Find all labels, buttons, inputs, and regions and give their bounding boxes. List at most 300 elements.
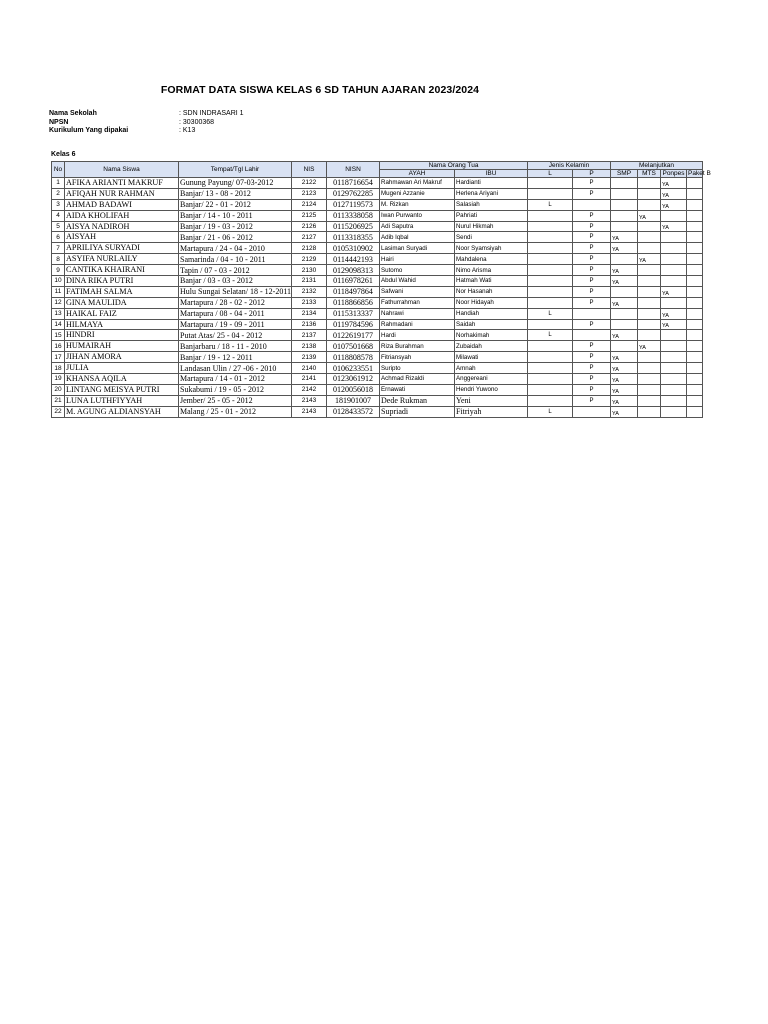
cell-nama: AHMAD BADAWI: [65, 199, 179, 210]
cell-nisn: 0118808578: [327, 352, 380, 363]
cell-l: [528, 243, 573, 254]
cell-ttl: Banjarbaru / 18 - 11 - 2010: [179, 341, 292, 352]
cell-nisn: 0118497864: [327, 286, 380, 297]
cell-nama: LUNA LUTHFIYYAH: [65, 395, 179, 406]
cell-l: [528, 265, 573, 276]
cell-l: [528, 363, 573, 374]
cell-paket: [687, 199, 703, 210]
cell-ayah: Hardi: [380, 330, 455, 341]
cell-nis: 2133: [292, 297, 327, 308]
cell-ttl: Banjar / 19 - 12 - 2011: [179, 352, 292, 363]
cell-ibu: Milawati: [455, 352, 528, 363]
cell-smp: [611, 286, 638, 297]
cell-ibu: Noor Syamsiyah: [455, 243, 528, 254]
cell-l: [528, 395, 573, 406]
table-row: [52, 188, 703, 199]
cell-ibu: Nurul Hikmah: [455, 221, 528, 232]
page-title: FORMAT DATA SISWA KELAS 6 SD TAHUN AJARAN 2023/2024: [160, 84, 480, 96]
header-jk: Jenis Kelamin: [528, 162, 611, 170]
school-info-values: [179, 110, 244, 136]
header-smp: SMP: [611, 170, 638, 178]
table-row: [52, 178, 703, 189]
cell-l: [528, 341, 573, 352]
cell-ttl: Hulu Sungai Selatan/ 18 - 12-2011: [180, 287, 292, 297]
table-row: [52, 374, 703, 385]
cell-no: 22: [52, 406, 65, 417]
cell-no: 2: [52, 188, 65, 199]
cell-smp: [611, 210, 638, 221]
cell-nisn: 0116978261: [327, 276, 380, 287]
cell-smp: [611, 188, 638, 199]
table-row: [52, 363, 703, 374]
cell-paket: [687, 188, 703, 199]
table-row: [52, 243, 703, 254]
header-p: P: [573, 170, 611, 178]
cell-ponpes: [661, 210, 687, 221]
cell-ayah: Rahmawan Ari Makruf: [380, 178, 455, 189]
cell-smp: [611, 254, 638, 265]
cell-paket: [687, 319, 703, 330]
cell-ayah: Fitriansyah: [380, 352, 455, 363]
cell-nisn: 0129098313: [327, 265, 380, 276]
cell-l: [528, 352, 573, 363]
cell-p: P: [573, 265, 611, 276]
cell-no: 8: [52, 254, 65, 265]
cell-mts: [638, 319, 661, 330]
cell-ponpes: [661, 265, 687, 276]
cell-ponpes: [661, 374, 687, 385]
cell-p: P: [573, 319, 611, 330]
cell-smp: YA: [611, 265, 638, 276]
cell-ttl: Martapura / 08 - 04 - 2011: [179, 308, 292, 319]
cell-paket: [687, 265, 703, 276]
table-row: [52, 395, 703, 406]
cell-nama: AFIKA ARIANTI MAKRUF: [65, 178, 179, 189]
cell-ponpes: YA: [661, 188, 687, 199]
cell-no: 1: [52, 178, 65, 189]
cell-ponpes: [661, 406, 687, 417]
cell-no: 13: [52, 308, 65, 319]
cell-ibu: Anggereani: [455, 374, 528, 385]
cell-smp: YA: [611, 363, 638, 374]
cell-paket: [687, 210, 703, 221]
cell-nama: GINA MAULIDA: [65, 297, 179, 308]
cell-nis: 2126: [292, 221, 327, 232]
cell-smp: [611, 319, 638, 330]
cell-l: [528, 286, 573, 297]
cell-nis: 2142: [292, 384, 327, 395]
cell-ponpes: YA: [661, 308, 687, 319]
cell-nisn: 0113318355: [327, 232, 380, 243]
cell-no: 3: [52, 199, 65, 210]
cell-smp: YA: [611, 276, 638, 287]
cell-ayah: Ernawati: [380, 384, 455, 395]
cell-ttl: Sukabumi / 19 - 05 - 2012: [179, 384, 292, 395]
cell-mts: [638, 374, 661, 385]
cell-ayah: Suripto: [380, 363, 455, 374]
cell-no: 12: [52, 297, 65, 308]
cell-l: L: [528, 406, 573, 417]
cell-ibu: Fitriyah: [455, 406, 528, 417]
cell-no: 18: [52, 363, 65, 374]
cell-smp: YA: [611, 243, 638, 254]
cell-nis: 2134: [292, 308, 327, 319]
cell-ponpes: YA: [661, 221, 687, 232]
school-name-label: Nama Sekolah: [49, 110, 97, 117]
cell-l: [528, 210, 573, 221]
student-table: [51, 161, 711, 418]
cell-ponpes: [661, 384, 687, 395]
cell-l: [528, 254, 573, 265]
cell-smp: YA: [611, 297, 638, 308]
cell-nama: CANTIKA KHAIRANI: [65, 265, 179, 276]
cell-l: [528, 297, 573, 308]
cell-nama: M. AGUNG ALDIANSYAH: [65, 406, 179, 417]
cell-mts: [638, 395, 661, 406]
cell-nis: 2125: [292, 210, 327, 221]
cell-nisn: 0106233551: [327, 363, 380, 374]
cell-nisn: 0129762285: [327, 188, 380, 199]
cell-ttl: Martapura / 19 - 09 - 2011: [179, 319, 292, 330]
cell-ayah: Adi Saputra: [380, 221, 455, 232]
cell-p: P: [573, 232, 611, 243]
cell-ayah: Fathurrahman: [380, 297, 455, 308]
cell-paket: [687, 374, 703, 385]
cell-ayah: Nahrawi: [380, 308, 455, 319]
cell-mts: [638, 243, 661, 254]
header-ponpes: Ponpes: [662, 170, 685, 177]
cell-paket: [687, 330, 703, 341]
cell-paket: [687, 308, 703, 319]
table-row: [52, 286, 703, 297]
cell-ttl: Banjar / 14 - 10 - 2011: [179, 210, 292, 221]
cell-smp: YA: [611, 232, 638, 243]
cell-p: P: [573, 395, 611, 406]
table-header: [52, 162, 711, 178]
cell-no: 7: [52, 243, 65, 254]
cell-ttl: Gunung Payung/ 07-03-2012: [179, 178, 292, 189]
cell-mts: [638, 384, 661, 395]
cell-no: 21: [52, 395, 65, 406]
cell-nis: 2128: [292, 243, 327, 254]
cell-nis: 2137: [292, 330, 327, 341]
cell-no: 14: [52, 319, 65, 330]
header-lanjut: Melanjutkan: [611, 162, 703, 170]
cell-ayah: Abdul Wahid: [380, 276, 455, 287]
cell-paket: [687, 363, 703, 374]
header-nama: Nama Siswa: [65, 162, 179, 178]
cell-no: 9: [52, 265, 65, 276]
table-row: [52, 308, 703, 319]
cell-p: P: [573, 210, 611, 221]
cell-ttl: Putat Atas/ 25 - 04 - 2012: [179, 330, 292, 341]
cell-nisn: 0127119573: [327, 199, 380, 210]
cell-no: 16: [52, 341, 65, 352]
cell-nis: 2129: [292, 254, 327, 265]
cell-ponpes: [661, 254, 687, 265]
cell-mts: [638, 221, 661, 232]
cell-ibu: Nor Hasanah: [455, 286, 528, 297]
cell-ayah: M. Rizkan: [380, 199, 455, 210]
cell-nis: 2140: [292, 363, 327, 374]
cell-no: 4: [52, 210, 65, 221]
cell-nama: APRILIYA SURYADI: [65, 243, 179, 254]
cell-nisn: 181901007: [327, 395, 380, 406]
cell-nis: 2127: [292, 232, 327, 243]
cell-smp: YA: [611, 395, 638, 406]
cell-l: [528, 221, 573, 232]
cell-nisn: 0113338058: [327, 210, 380, 221]
table-row: [52, 254, 703, 265]
cell-ibu: Mahdalena: [455, 254, 528, 265]
cell-l: [528, 319, 573, 330]
cell-p: P: [573, 286, 611, 297]
cell-nama: HAIKAL FAIZ: [65, 308, 179, 319]
cell-ponpes: YA: [661, 319, 687, 330]
table-row: [52, 384, 703, 395]
cell-paket: [687, 243, 703, 254]
cell-l: [528, 232, 573, 243]
cell-ttl: Banjar / 19 - 03 - 2012: [179, 221, 292, 232]
table-row: [52, 352, 703, 363]
cell-smp: YA: [611, 330, 638, 341]
table-row: [52, 221, 703, 232]
header-mts: MTS: [638, 170, 661, 178]
cell-no: 17: [52, 352, 65, 363]
cell-p: [573, 406, 611, 417]
header-nisn: NISN: [327, 162, 380, 178]
cell-nisn: 0114442193: [327, 254, 380, 265]
cell-nisn: 0118716654: [327, 178, 380, 189]
cell-ponpes: [661, 352, 687, 363]
cell-mts: [638, 276, 661, 287]
cell-nama: JULIA: [65, 363, 179, 374]
header-paket: Paket B: [688, 170, 711, 177]
cell-mts: [638, 265, 661, 276]
table-row: [52, 297, 703, 308]
cell-ibu: Saidah: [455, 319, 528, 330]
cell-smp: YA: [611, 384, 638, 395]
cell-ibu: Hardianti: [455, 178, 528, 189]
table-body-page-1: [52, 178, 703, 418]
cell-smp: [611, 221, 638, 232]
cell-nama: KHANSA AQILA: [65, 374, 179, 385]
class-label: Kelas 6: [51, 151, 76, 158]
cell-nama: HILMAYA: [65, 319, 179, 330]
cell-ibu: Handiah: [455, 308, 528, 319]
cell-paket: [687, 276, 703, 287]
cell-paket: [687, 221, 703, 232]
cell-nisn: 0118866856: [327, 297, 380, 308]
cell-nama: LINTANG MEISYA PUTRI: [65, 384, 179, 395]
cell-ttl: Martapura / 28 - 02 - 2012: [179, 297, 292, 308]
cell-ayah: Supriadi: [380, 406, 455, 417]
cell-no: 11: [52, 286, 65, 297]
header-ibu: IBU: [455, 170, 528, 178]
cell-no: 15: [52, 330, 65, 341]
cell-l: L: [528, 199, 573, 210]
cell-p: P: [573, 178, 611, 189]
header-l: L: [528, 170, 573, 178]
table-row: [52, 210, 703, 221]
cell-nisn: 0123061912: [327, 374, 380, 385]
cell-ibu: Sendi: [455, 232, 528, 243]
cell-ponpes: YA: [661, 199, 687, 210]
cell-mts: [638, 330, 661, 341]
cell-mts: YA: [638, 341, 661, 352]
cell-nama: JIHAN AMORA: [65, 352, 179, 363]
cell-paket: [687, 297, 703, 308]
cell-p: P: [573, 341, 611, 352]
cell-p: P: [573, 352, 611, 363]
cell-p: P: [573, 221, 611, 232]
cell-mts: [638, 188, 661, 199]
cell-nisn: 0105310902: [327, 243, 380, 254]
cell-p: [573, 330, 611, 341]
cell-ponpes: [661, 232, 687, 243]
cell-ibu: Salasiah: [455, 199, 528, 210]
cell-ttl: Martapura / 24 - 04 - 2010: [179, 243, 292, 254]
cell-smp: [611, 178, 638, 189]
cell-nis: 2130: [292, 265, 327, 276]
cell-nis: 2131: [292, 276, 327, 287]
cell-p: P: [573, 243, 611, 254]
table-row: [52, 276, 703, 287]
cell-mts: [638, 406, 661, 417]
cell-mts: [638, 297, 661, 308]
cell-ayah: Safwani: [380, 286, 455, 297]
cell-paket: [687, 341, 703, 352]
cell-ayah: Mugeni Azzanie: [380, 188, 455, 199]
cell-ponpes: [661, 341, 687, 352]
cell-p: P: [573, 297, 611, 308]
cell-nis: 2138: [292, 341, 327, 352]
cell-nis: 2139: [292, 352, 327, 363]
cell-ayah: Iwan Purwanto: [380, 210, 455, 221]
cell-ayah: Rahmadani: [380, 319, 455, 330]
cell-paket: [687, 232, 703, 243]
cell-mts: [638, 363, 661, 374]
school-name-value: : SDN INDRASARI 1: [179, 110, 244, 117]
table-row: [52, 319, 703, 330]
cell-nisn: 0107501668: [327, 341, 380, 352]
cell-ibu: Pahriati: [455, 210, 528, 221]
table-row: [52, 406, 703, 417]
cell-smp: YA: [611, 374, 638, 385]
cell-ponpes: YA: [661, 178, 687, 189]
cell-mts: [638, 286, 661, 297]
cell-l: [528, 188, 573, 199]
cell-mts: [638, 178, 661, 189]
cell-ayah: Achmad Rizaldi: [380, 374, 455, 385]
cell-ponpes: [661, 243, 687, 254]
cell-l: L: [528, 308, 573, 319]
cell-nisn: 0128433572: [327, 406, 380, 417]
cell-ttl: Samarinda / 04 - 10 - 2011: [179, 254, 292, 265]
cell-nisn: 0115313337: [327, 308, 380, 319]
cell-ponpes: [661, 276, 687, 287]
cell-no: 6: [52, 232, 65, 243]
cell-nisn: 0115206925: [327, 221, 380, 232]
cell-nis: 2123: [292, 188, 327, 199]
header-ortu: Nama Orang Tua: [380, 162, 528, 170]
cell-ttl: Martapura / 14 - 01 - 2012: [179, 374, 292, 385]
cell-ibu: Noor Hidayah: [455, 297, 528, 308]
header-ttl: Tempat/Tgl Lahir: [179, 162, 292, 178]
table-row: [52, 199, 703, 210]
cell-mts: YA: [638, 254, 661, 265]
cell-paket: [687, 178, 703, 189]
cell-nama: HUMAIRAH: [65, 341, 179, 352]
cell-l: [528, 374, 573, 385]
cell-nama: FATIMAH SALMA: [65, 286, 179, 297]
cell-nis: 2141: [292, 374, 327, 385]
cell-smp: [611, 341, 638, 352]
cell-ttl: Landasan Ulin / 27 -06 - 2010: [179, 363, 292, 374]
cell-ibu: Yeni: [455, 395, 528, 406]
cell-paket: [687, 406, 703, 417]
cell-no: 19: [52, 374, 65, 385]
cell-paket: [687, 395, 703, 406]
cell-p: P: [573, 254, 611, 265]
cell-ttl: Tapin / 07 - 03 - 2012: [179, 265, 292, 276]
table-row: [52, 330, 703, 341]
cell-ayah: Riza Burahman: [380, 341, 455, 352]
npsn-value: : 30300368: [179, 118, 215, 126]
cell-l: [528, 276, 573, 287]
cell-nama: AISYAH: [65, 232, 179, 243]
cell-nama: HINDRI: [65, 330, 179, 341]
cell-mts: [638, 232, 661, 243]
cell-ttl: Banjar/ 22 - 01 - 2012: [179, 199, 292, 210]
cell-p: P: [573, 276, 611, 287]
cell-nama: AISYA NADIROH: [65, 221, 179, 232]
cell-nisn: 0122619177: [327, 330, 380, 341]
cell-nis: 2132: [292, 286, 327, 297]
cell-p: P: [573, 188, 611, 199]
cell-nisn: 0119784596: [327, 319, 380, 330]
header-nis: NIS: [292, 162, 327, 178]
header-ayah: AYAH: [380, 170, 455, 178]
cell-ponpes: [661, 395, 687, 406]
cell-nis: 2143: [292, 406, 327, 417]
curriculum-label: Kurikulum Yang dipakai: [49, 127, 129, 134]
header-no: No: [52, 162, 65, 178]
cell-ayah: Hairi: [380, 254, 455, 265]
cell-ponpes: [661, 363, 687, 374]
cell-ttl: Banjar/ 13 - 08 - 2012: [179, 188, 292, 199]
cell-ibu: Herlena Ariyani: [455, 188, 528, 199]
cell-mts: [638, 199, 661, 210]
npsn-label: NPSN: [49, 118, 69, 126]
cell-ttl: Malang / 25 - 01 - 2012: [179, 406, 292, 417]
cell-smp: [611, 199, 638, 210]
cell-l: [528, 384, 573, 395]
table-row: [52, 265, 703, 276]
cell-paket: [687, 286, 703, 297]
cell-nama: AFIQAH NUR RAHMAN: [65, 188, 179, 199]
cell-ibu: Zubaidah: [455, 341, 528, 352]
cell-nama: DINA RIKA PUTRI: [65, 276, 179, 287]
cell-nisn: 0120056018: [327, 384, 380, 395]
school-info-labels: [49, 110, 128, 136]
cell-no: 5: [52, 221, 65, 232]
cell-ibu: Norhakimah: [455, 330, 528, 341]
cell-nama: ASYIFA NURLAILY: [65, 254, 179, 265]
cell-ttl: Banjar / 03 - 03 - 2012: [179, 276, 292, 287]
cell-p: P: [573, 363, 611, 374]
cell-mts: YA: [638, 210, 661, 221]
